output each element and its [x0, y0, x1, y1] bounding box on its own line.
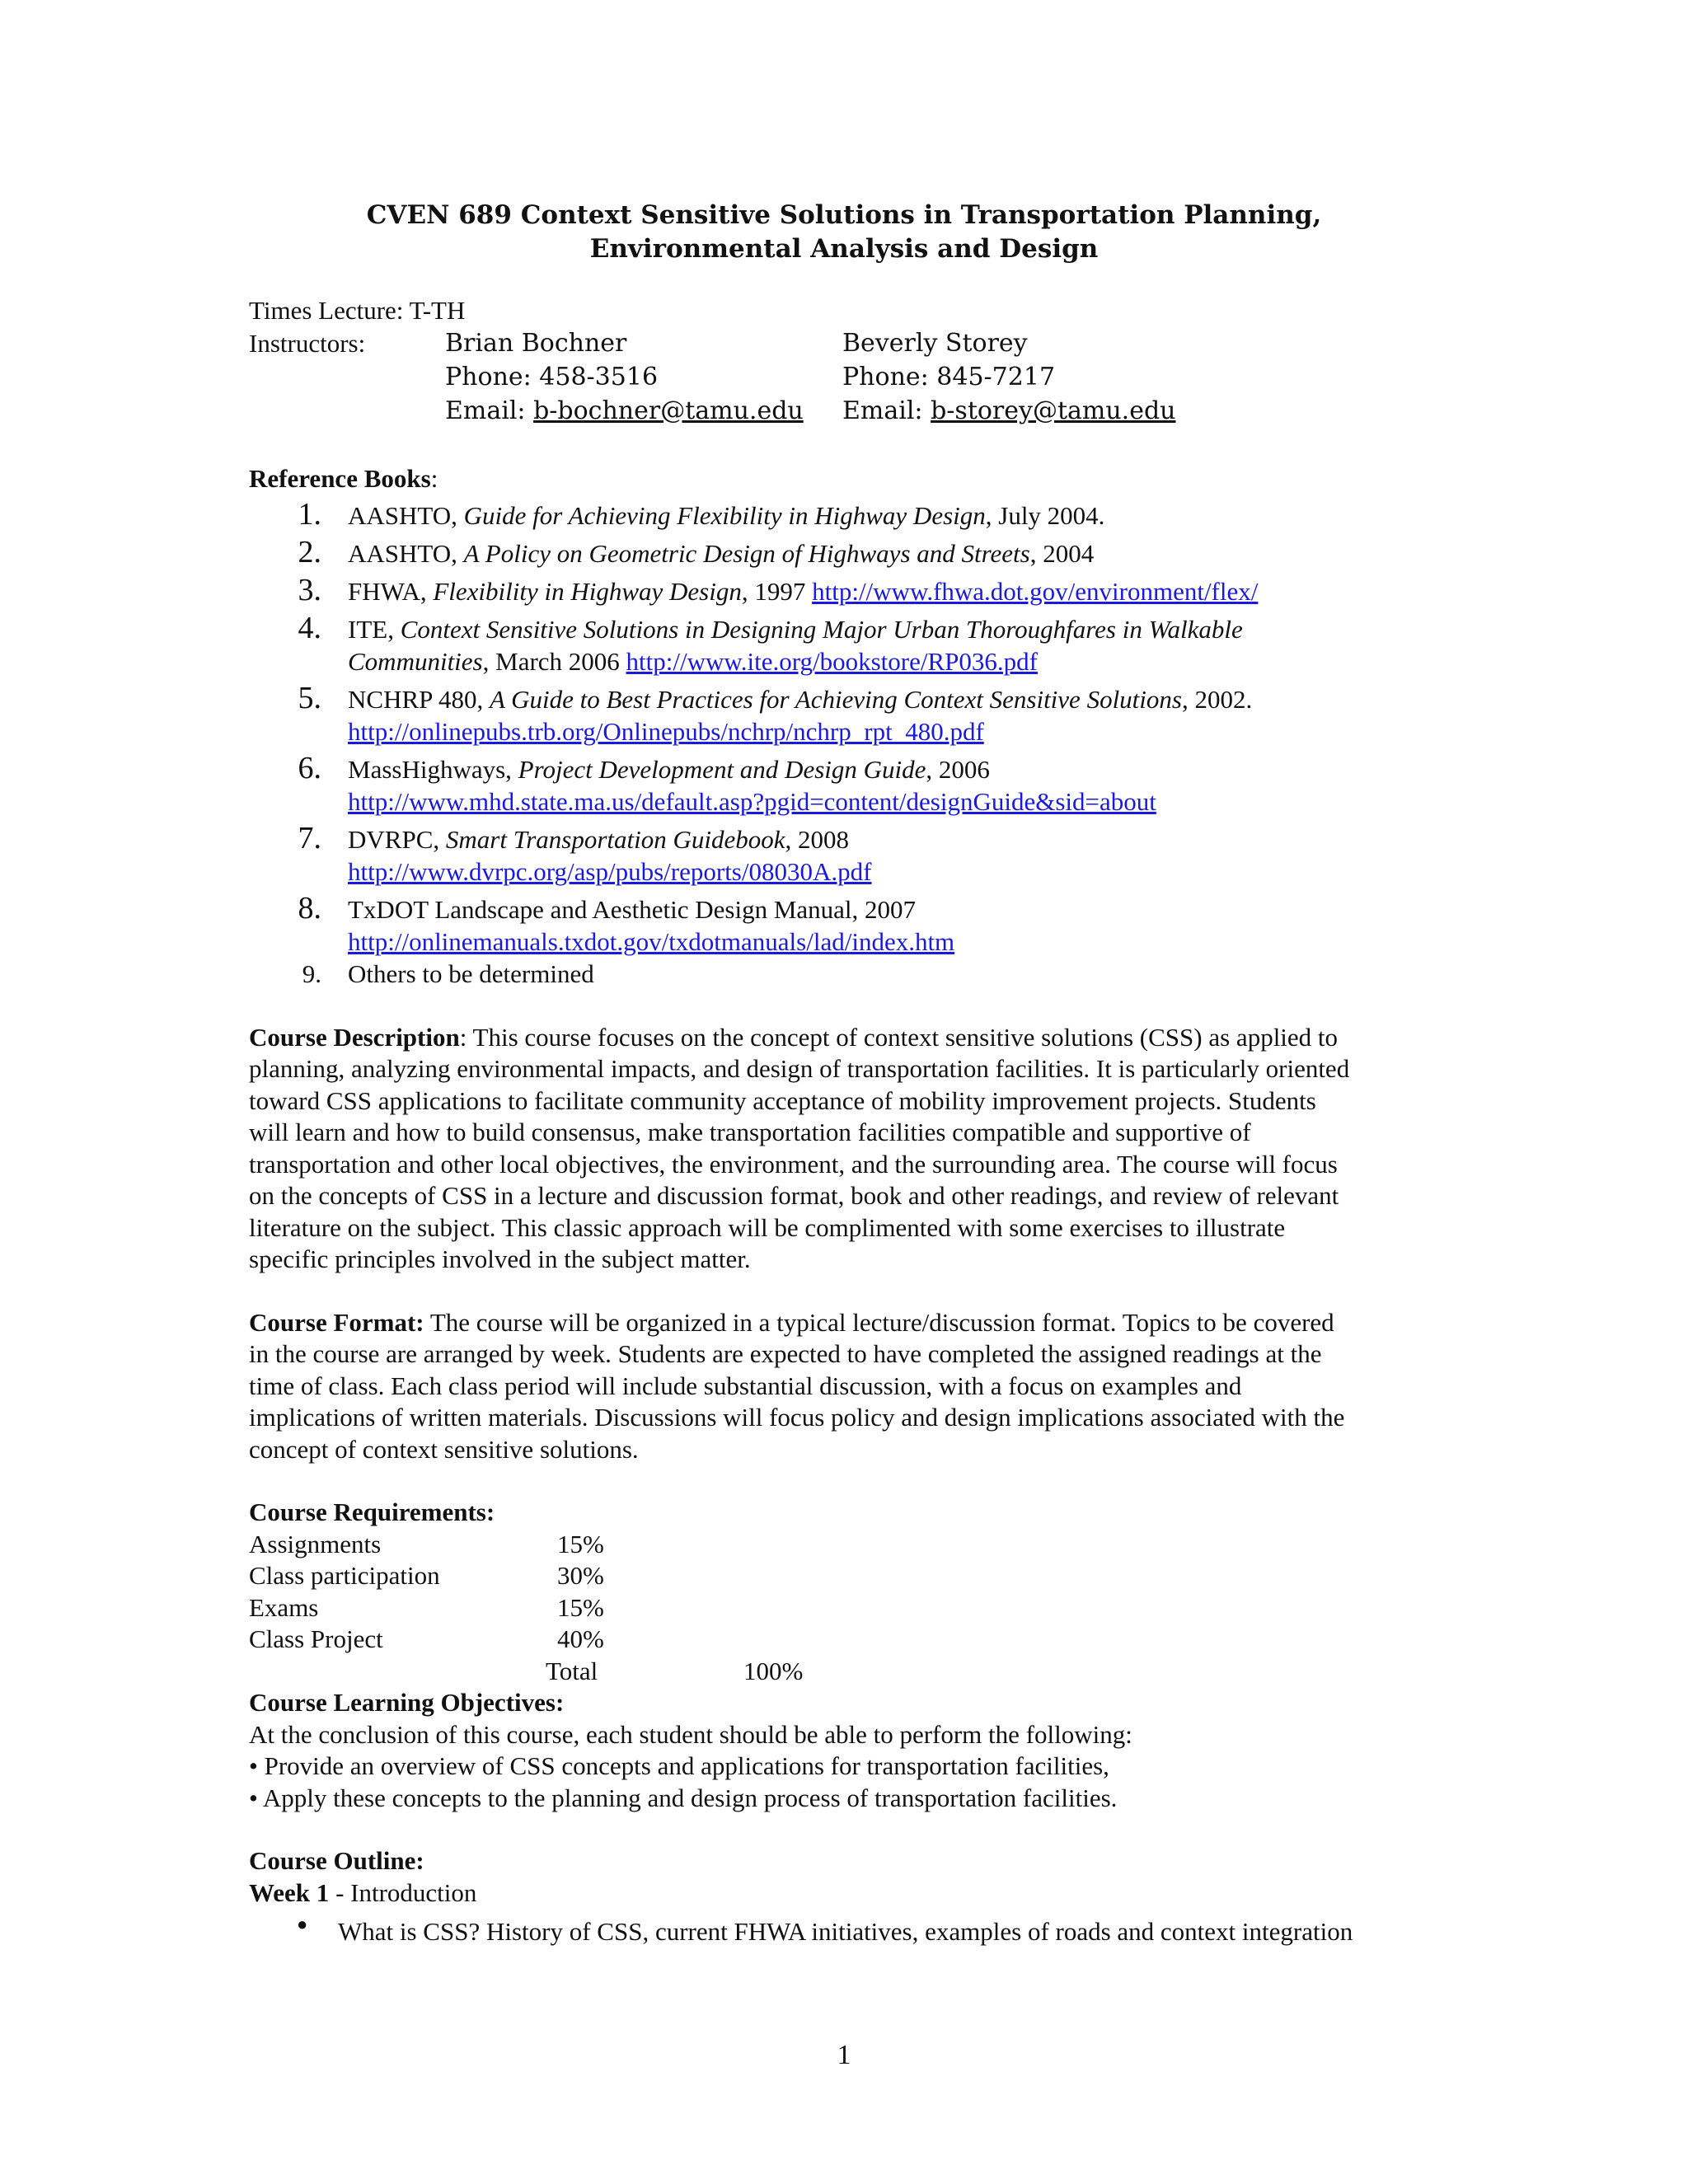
ref-6-link[interactable]: http://www.mhd.state.ma.us/default.asp?pgid=content/designGuide&sid=about [348, 787, 1156, 816]
ref-1-text: AASHTO, Guide for Achieving Flexibility in Highway Design, July 2004. [348, 501, 1105, 530]
instructor-1-phone: Phone: 458-3516 [445, 363, 659, 391]
instructor-2-name: Beverly Storey [842, 329, 1028, 358]
ref-4-text-line-1: ITE, Context Sensitive Solutions in Designing Major Urban Thoroughfares in Walkable [348, 615, 1243, 644]
ref-7-link-line [348, 856, 871, 888]
ref-5-link-line [348, 716, 984, 748]
ref-7-number: 7. [298, 821, 321, 855]
reference-books-heading: Reference Books: [249, 464, 438, 493]
requirement-value: 30% [557, 1561, 604, 1590]
learning-objectives-intro: At the conclusion of this course, each student should be able to perform the following: [249, 1720, 1132, 1749]
course-description-line-4: will learn and how to build consensus, make transportation facilities compatible and supportive of [249, 1118, 1251, 1146]
week-1-topic: What is CSS? History of CSS, current FHWA initiatives, examples of roads and context integration [338, 1917, 1353, 1946]
requirement-label: Assignments [249, 1530, 382, 1558]
learning-objectives-heading: Course Learning Objectives: [249, 1688, 565, 1717]
learning-objective-item: • Apply these concepts to the planning and design process of transportation facilities. [249, 1783, 1118, 1812]
bullet-icon: ● [297, 1914, 308, 1934]
ref-2-text: AASHTO, A Policy on Geometric Design of Highways and Streets, 2004 [348, 539, 1095, 568]
ref-5-number: 5. [298, 681, 321, 715]
instructor-2-email-line: Email: b-storey@tamu.edu [842, 396, 1176, 425]
ref-9-number: 9. [302, 959, 321, 988]
lecture-times: Times Lecture: T-TH [249, 296, 466, 325]
ref-8-text: TxDOT Landscape and Aesthetic Design Manual, 2007 [348, 895, 917, 924]
instructor-2-email-link[interactable]: b-storey@tamu.edu [931, 396, 1176, 425]
course-requirements-heading: Course Requirements: [249, 1497, 495, 1526]
ref-8-number: 8. [298, 891, 321, 926]
instructor-2-phone: Phone: 845-7217 [842, 363, 1056, 391]
course-format-line-1: Course Format: The course will be organized in a typical lecture/discussion format. Topics to be covered [249, 1308, 1334, 1337]
course-description-line-2: planning, analyzing environmental impacts, and design of transportation facilities. It is particularly oriented [249, 1054, 1350, 1083]
instructor-1-name: Brian Bochner [445, 329, 627, 358]
requirement-label: Exams [249, 1593, 319, 1622]
course-format-line-2: in the course are arranged by week. Students are expected to have completed the assigned readings at the [249, 1339, 1322, 1368]
ref-7-link[interactable]: http://www.dvrpc.org/asp/pubs/reports/08030A.pdf [348, 857, 872, 886]
ref-6-text: MassHighways, Project Development and Design Guide, 2006 [348, 755, 990, 784]
requirements-total-value: 100% [743, 1657, 804, 1685]
ref-8-link-line [348, 926, 954, 958]
document-title-line-1: CVEN 689 Context Sensitive Solutions in Transportation Planning, [366, 200, 1322, 230]
course-description-line-1: Course Description: This course focuses on the concept of context sensitive solutions (CSS) as applied to [249, 1023, 1339, 1052]
requirement-value: 15% [557, 1593, 604, 1622]
instructor-1-email-link[interactable]: b-bochner@tamu.edu [533, 396, 804, 425]
requirement-label: Class participation [249, 1561, 440, 1590]
requirement-label: Class Project [249, 1624, 383, 1653]
ref-1-number: 1. [298, 497, 321, 532]
requirement-value: 40% [557, 1624, 604, 1653]
ref-6-link-line [348, 786, 1156, 818]
requirements-total-label: Total [546, 1657, 598, 1685]
course-description-line-6: on the concepts of CSS in a lecture and discussion format, book and other readings, and review of relevant [249, 1181, 1339, 1210]
ref-5-text: NCHRP 480, A Guide to Best Practices for Achieving Context Sensitive Solutions, 2002. [348, 685, 1253, 714]
ref-2-number: 2. [298, 535, 321, 569]
ref-8-link[interactable]: http://onlinemanuals.txdot.gov/txdotmanuals/lad/index.htm [348, 927, 955, 956]
ref-3-text: FHWA, Flexibility in Highway Design, 1997 http://www.fhwa.dot.gov/environment/flex/ [348, 577, 1259, 606]
week-1-heading: Week 1 - Introduction [249, 1878, 477, 1907]
instructors-label: Instructors: [249, 329, 366, 358]
course-description-line-8: specific principles involved in the subject matter. [249, 1244, 751, 1273]
course-description-line-5: transportation and other local objectives, the environment, and the surrounding area. The course will focus [249, 1150, 1338, 1179]
ref-6-number: 6. [298, 751, 321, 785]
document-title-line-2: Environmental Analysis and Design [589, 234, 1099, 264]
ref-3-number: 3. [298, 573, 321, 607]
requirement-value: 15% [557, 1530, 604, 1558]
course-format-line-5: concept of context sensitive solutions. [249, 1435, 639, 1464]
ref-4-link[interactable]: http://www.ite.org/bookstore/RP036.pdf [626, 647, 1038, 676]
learning-objective-item: • Provide an overview of CSS concepts and applications for transportation facilities, [249, 1751, 1109, 1780]
instructor-1-email-line: Email: b-bochner@tamu.edu [445, 396, 804, 425]
ref-3-link[interactable]: http://www.fhwa.dot.gov/environment/flex/ [812, 577, 1259, 606]
course-outline-heading: Course Outline: [249, 1846, 424, 1875]
ref-7-text: DVRPC, Smart Transportation Guidebook, 2008 [348, 825, 850, 854]
ref-4-number: 4. [298, 611, 321, 645]
ref-5-link[interactable]: http://onlinepubs.trb.org/Onlinepubs/nchrp/nchrp_rpt_480.pdf [348, 717, 984, 746]
course-description-line-3: toward CSS applications to facilitate community acceptance of mobility improvement projects. Students [249, 1086, 1316, 1115]
course-format-line-4: implications of written materials. Discussions will focus policy and design implications associated with the [249, 1403, 1345, 1432]
ref-4-text-line-2: Communities, March 2006 http://www.ite.org/bookstore/RP036.pdf [348, 647, 1038, 676]
ref-9-text: Others to be determined [348, 959, 594, 988]
course-format-line-3: time of class. Each class period will include substantial discussion, with a focus on examples and [249, 1371, 1242, 1400]
course-description-line-7: literature on the subject. This classic approach will be complimented with some exercises to illustrate [249, 1213, 1286, 1242]
page-number: 1 [837, 2040, 851, 2070]
